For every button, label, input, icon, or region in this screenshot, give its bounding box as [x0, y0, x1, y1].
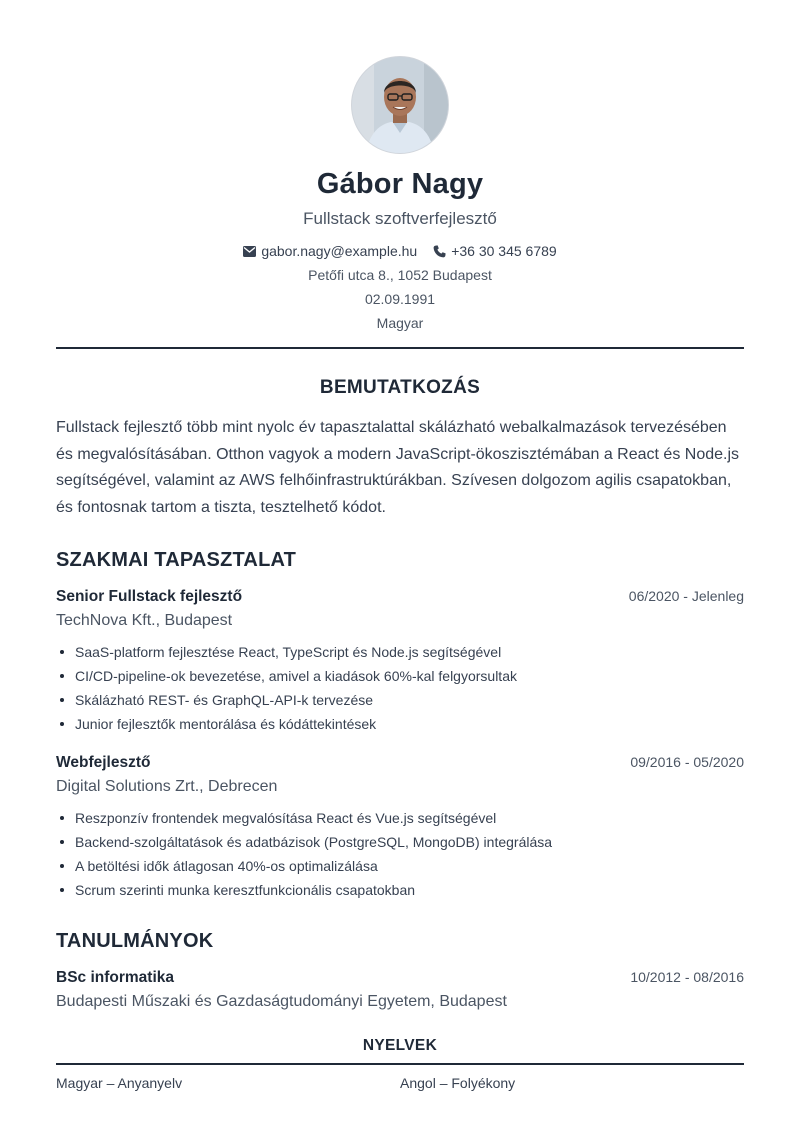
- bullet-text: Scrum szerinti munka keresztfunkcionális csapatokban: [75, 882, 416, 898]
- summary-text: Fullstack fejlesztő több mint nyolc év tapasztalattal skálázható webalkalmazások tervezésében és megvalósításában. Otthon vagyok a modern JavaScript-ökoszisztémában a React és Node.js segítségével, valamint az AWS felhőinfrastruktúrákban. Szívesen dolgozom agilis csapatokban, és fontosnak tartom a tiszta, tesztelhető kódot.: [56, 419, 740, 516]
- candidate-name: Gábor Nagy: [316, 168, 484, 200]
- bullet-dot: [60, 722, 64, 726]
- birth-date-text: 02.09.1991: [364, 291, 436, 307]
- bullet-text: Junior fejlesztők mentorálása és kódáttekintések: [75, 716, 377, 732]
- job-bullets: [56, 806, 744, 902]
- job-title: Webfejlesztő: [56, 754, 151, 771]
- bullet-item: [56, 854, 744, 878]
- bullet-item: [56, 806, 744, 830]
- bullet-dot: [60, 698, 64, 702]
- degree-title: BSc informatika: [56, 969, 175, 986]
- bullet-text: Backend-szolgáltatások és adatbázisok (PostgreSQL, MongoDB) integrálása: [75, 834, 553, 850]
- job-title-subtitle: Fullstack szoftverfejlesztő: [303, 209, 497, 228]
- bullet-dot: [60, 650, 64, 654]
- bullet-item: [56, 640, 744, 664]
- bullet-text: A betöltési idők átlagosan 40%-os optimalizálása: [75, 858, 378, 874]
- language-item: Angol – Folyékony: [400, 1075, 516, 1091]
- bullet-dot: [60, 888, 64, 892]
- languages-heading: NYELVEK: [362, 1037, 438, 1054]
- experience-heading: SZAKMAI TAPASZTALAT: [56, 549, 297, 571]
- envelope-icon: [243, 246, 256, 257]
- header-divider: [56, 347, 744, 349]
- bullet-dot: [60, 840, 64, 844]
- phone-text: +36 30 345 6789: [451, 243, 557, 259]
- email-contact[interactable]: [243, 243, 417, 259]
- bullet-dot: [60, 864, 64, 868]
- bullet-dot: [60, 674, 64, 678]
- job-entry: [56, 754, 744, 902]
- email-text: gabor.nagy@example.hu: [261, 243, 418, 259]
- languages-list: [56, 1075, 744, 1091]
- bullet-item: [56, 688, 744, 712]
- bullet-item: [56, 878, 744, 902]
- bullet-text: Reszponzív frontendek megvalósítása React és Vue.js segítségével: [75, 810, 497, 826]
- job-bullets: [56, 640, 744, 736]
- summary-heading: BEMUTATKOZÁS: [319, 377, 481, 398]
- bullet-text: SaaS-platform fejlesztése React, TypeScript és Node.js segítségével: [75, 644, 502, 660]
- job-dates: 06/2020 - Jelenleg: [628, 588, 744, 604]
- address-text: Petőfi utca 8., 1052 Budapest: [308, 267, 492, 283]
- education-dates: 10/2012 - 08/2016: [630, 969, 744, 985]
- resume-header: [0, 0, 800, 331]
- job-entry: [56, 588, 744, 736]
- job-company: Digital Solutions Zrt., Debrecen: [56, 778, 278, 795]
- profile-photo: [351, 56, 449, 154]
- bullet-dot: [60, 816, 64, 820]
- phone-icon: [433, 245, 446, 258]
- bullet-item: [56, 712, 744, 736]
- bullet-item: [56, 664, 744, 688]
- language-item: Magyar – Anyanyelv: [56, 1075, 183, 1091]
- bullet-item: [56, 830, 744, 854]
- nationality-text: Magyar: [376, 315, 424, 331]
- languages-divider: [56, 1063, 744, 1065]
- education-heading: TANULMÁNYOK: [56, 930, 214, 952]
- job-dates: 09/2016 - 05/2020: [630, 754, 744, 770]
- bullet-text: Skálázható REST- és GraphQL-API-k tervezése: [75, 692, 374, 708]
- school-name: Budapesti Műszaki és Gazdaságtudományi Egyetem, Budapest: [56, 993, 507, 1010]
- job-title: Senior Fullstack fejlesztő: [56, 588, 243, 605]
- phone-contact[interactable]: [433, 243, 557, 259]
- education-entry: [56, 969, 744, 1011]
- job-company: TechNova Kft., Budapest: [56, 612, 233, 629]
- contact-row: [0, 243, 800, 259]
- bullet-text: CI/CD-pipeline-ok bevezetése, amivel a kiadások 60%-kal felgyorsultak: [75, 668, 517, 684]
